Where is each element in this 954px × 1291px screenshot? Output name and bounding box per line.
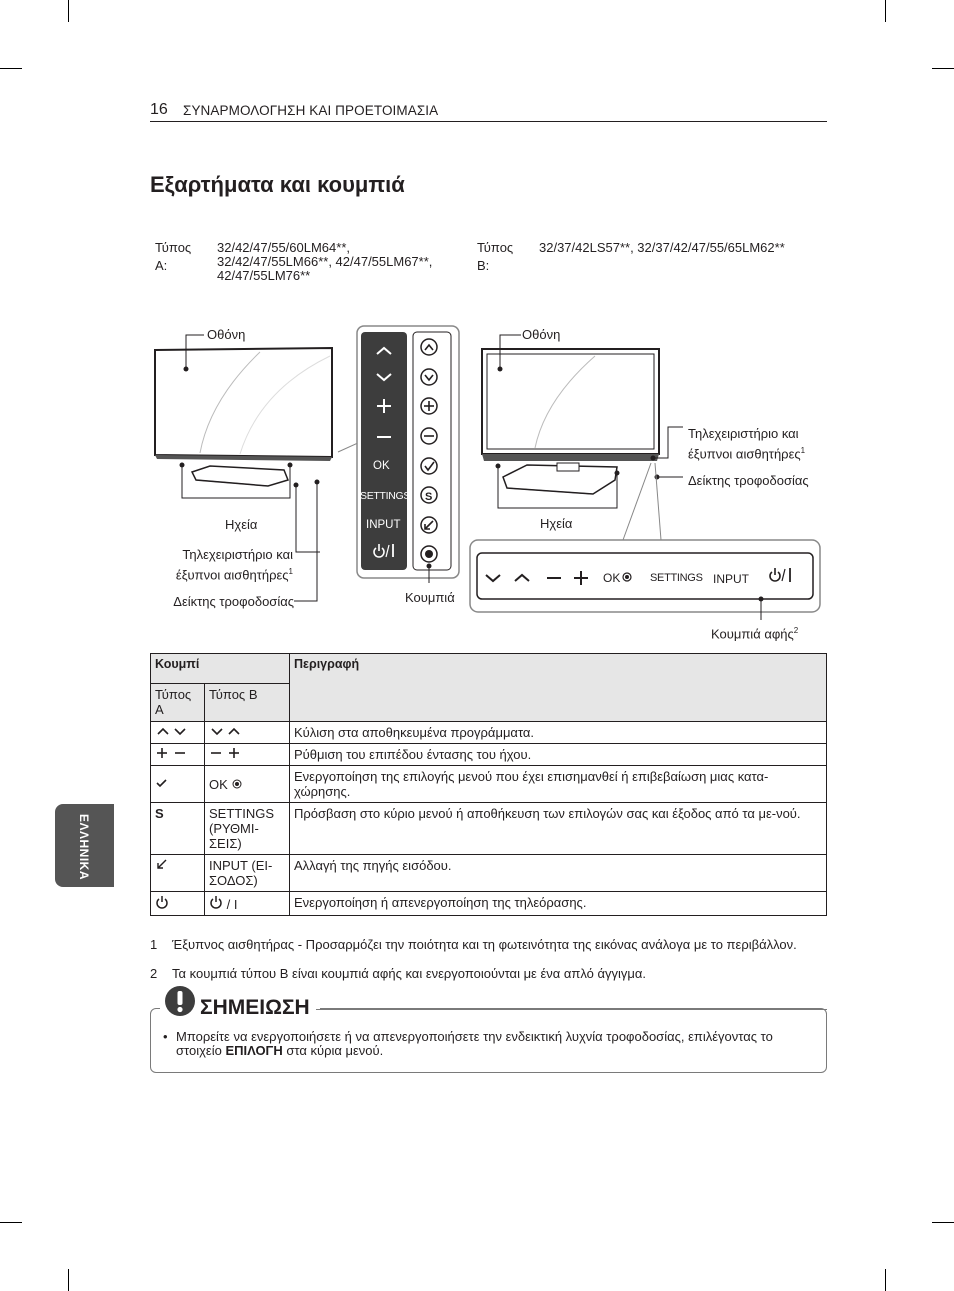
power-indicator-label-a: Δείκτης τροφοδοσίας — [173, 594, 294, 609]
crop-mark — [932, 1222, 954, 1223]
type-a-models: 32/42/47/55/60LM64**, 32/42/47/55LM66**, 42/47/55LM67**, 42/47/55LM76** — [217, 240, 433, 283]
svg-text:S: S — [425, 491, 433, 503]
power-icon — [151, 892, 205, 916]
table-row: INPUT (ΕΙ-ΣΟΔΟΣ) Αλλαγή της πηγής εισόδου. — [151, 855, 827, 892]
input-arrow-icon — [151, 855, 205, 892]
tv-type-b-diagram — [465, 320, 825, 620]
panel-settings-label: SETTINGS — [360, 490, 411, 502]
touch-buttons-label: Κουμπιά αφής$^2$ — [711, 626, 799, 642]
col-button-header: Κουμπί — [151, 654, 290, 684]
power-indicator-label-b: Δείκτης τροφοδοσίας — [688, 473, 809, 488]
page-number: 16 — [150, 101, 168, 118]
footnote-1-text: Έξυπνος αισθητήρας - Προσαρμόζει την ποιότητα και τη φωτεινότητα της εικόνας ανάλογα με το περιβάλλον. — [172, 937, 797, 952]
plus-minus-icon — [151, 744, 205, 766]
crop-mark — [0, 1222, 22, 1223]
screen-label-a: Οθόνη — [207, 327, 246, 342]
table-row: Κύλιση στα αποθηκευμένα προγράμματα. — [151, 722, 827, 744]
crop-mark — [932, 68, 954, 69]
page-title: Εξαρτήματα και κουμπιά — [150, 172, 405, 197]
minus-plus-icon — [205, 744, 290, 766]
panel-input-label: INPUT — [366, 519, 401, 531]
note-text: • Μπορείτε να ενεργοποιήσετε ή να απενεργοποιήσετε την ενδεικτική λυχνία τροφοδοσίας, επιλέγοντας το στοιχείο ΕΠΙΛΟΓΗ στα κύρια μενού. — [163, 1029, 773, 1058]
col-type-a: Τύπος A — [151, 684, 205, 722]
power-icon — [209, 895, 223, 909]
bar-ok-label: OK — [603, 571, 621, 585]
footnote-1-num: 1 — [150, 937, 158, 952]
ok-dot-icon — [231, 779, 243, 789]
buttons-table — [150, 653, 827, 916]
table-row: OK Ενεργοποίηση της επιλογής μενού που έχει επισημανθεί ή επιβεβαίωση μιας κατα-χώρησης. — [151, 766, 827, 803]
table-row: S SETTINGS (ΡΥΘΜΙ-ΣΕΙΣ) Πρόσβαση στο κύριο μενού ή αποθήκευση των επιλογών σας και έξοδος από τα με-νού. — [151, 803, 827, 855]
type-b-label: Τύπος B: — [477, 240, 514, 273]
up-down-icon — [151, 722, 205, 744]
crop-mark — [885, 0, 886, 22]
col-desc-header: Περιγραφή — [290, 654, 827, 722]
speakers-label-a: Ηχεία — [225, 517, 258, 532]
language-side-tab: ΕΛΛΗΝΙΚΑ — [55, 804, 114, 887]
down-up-icon — [205, 722, 290, 744]
panel-ok-label: OK — [373, 460, 390, 472]
note-title: ΣΗΜΕΙΩΣΗ — [200, 996, 310, 1019]
crop-mark — [68, 1269, 69, 1291]
note-rule — [316, 1009, 827, 1010]
remote-sensor-label-a: Τηλεχειριστήριο και έξυπνοι αισθητήρες$^1$ — [175, 547, 293, 583]
header-rule — [150, 121, 827, 122]
exclamation-icon — [164, 985, 196, 1017]
bar-settings-label: SETTINGS — [650, 572, 703, 584]
speakers-label-b: Ηχεία — [540, 516, 573, 531]
footnote-2-num: 2 — [150, 966, 158, 981]
type-a-label: Τύπος A: — [155, 240, 192, 273]
crop-mark — [885, 1269, 886, 1291]
screen-label-b: Οθόνη — [522, 327, 561, 342]
crop-mark — [68, 0, 69, 22]
type-b-models: 32/37/42LS57**, 32/37/42/47/55/65LM62** — [539, 240, 785, 255]
table-row: Ρύθμιση του επιπέδου έντασης του ήχου. — [151, 744, 827, 766]
table-row: / I Ενεργοποίηση ή απενεργοποίηση της τηλεόρασης. — [151, 892, 827, 916]
check-icon — [151, 766, 205, 803]
footnote-2-text: Τα κουμπιά τύπου B είναι κουμπιά αφής και ενεργοποιούνται με ένα απλό άγγιγμα. — [172, 966, 647, 981]
col-type-b: Τύπος B — [205, 684, 290, 722]
bar-input-label: INPUT — [713, 572, 749, 586]
section-title: ΣΥΝΑΡΜΟΛΟΓΗΣΗ ΚΑΙ ΠΡΟΕΤΟΙΜΑΣΙΑ — [183, 103, 439, 118]
crop-mark — [0, 68, 22, 69]
remote-sensor-label-b: Τηλεχειριστήριο και έξυπνοι αισθητήρες$^1$ — [688, 426, 806, 462]
buttons-label-a: Κουμπιά — [405, 590, 455, 605]
